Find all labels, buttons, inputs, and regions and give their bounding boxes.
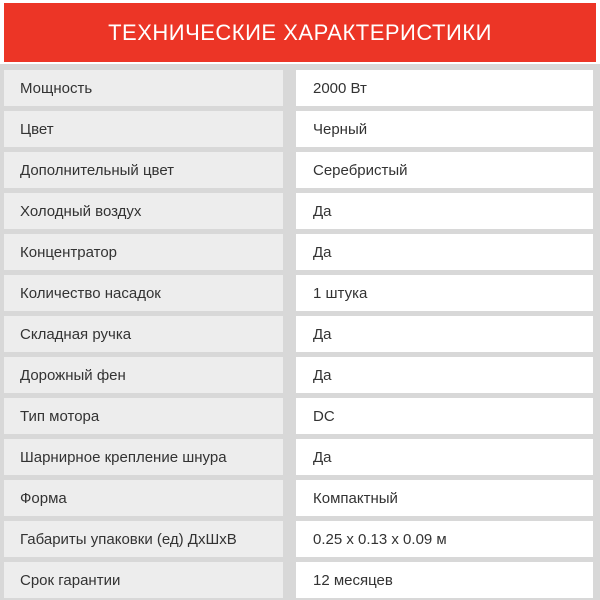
- column-gap: [283, 562, 296, 598]
- spec-value-cell: [296, 111, 593, 147]
- spec-label-cell: [4, 234, 283, 270]
- page-title: ТЕХНИЧЕСКИЕ ХАРАКТЕРИСТИКИ: [108, 19, 492, 45]
- table-row: [0, 521, 600, 557]
- spec-table: [0, 70, 600, 598]
- column-gap: [283, 234, 296, 270]
- column-gap: [283, 357, 296, 393]
- spec-label: Концентратор: [20, 243, 118, 261]
- spec-label-cell: [4, 152, 283, 188]
- column-gap: [283, 111, 296, 147]
- spec-value: Да: [313, 202, 332, 220]
- table-row: [0, 152, 600, 188]
- table-row: [0, 357, 600, 393]
- column-gap: [283, 70, 296, 106]
- spec-label: Форма: [20, 489, 67, 507]
- table-row: [0, 275, 600, 311]
- spec-value: Черный: [313, 120, 368, 138]
- title-banner: [4, 3, 596, 62]
- column-gap: [283, 398, 296, 434]
- spec-label-cell: [4, 70, 283, 106]
- column-gap: [283, 439, 296, 475]
- spec-label: Холодный воздух: [20, 202, 142, 220]
- spec-label-cell: [4, 316, 283, 352]
- spec-label-cell: [4, 521, 283, 557]
- spec-value-cell: [296, 316, 593, 352]
- table-row: [0, 316, 600, 352]
- spec-label-cell: [4, 357, 283, 393]
- table-row: [0, 439, 600, 475]
- column-gap: [283, 193, 296, 229]
- spec-label-cell: [4, 111, 283, 147]
- spec-value: Да: [313, 448, 332, 466]
- table-row: [0, 562, 600, 598]
- spec-value: Компактный: [313, 489, 398, 507]
- spec-value-cell: [296, 275, 593, 311]
- spec-label-cell: [4, 439, 283, 475]
- spec-value-cell: [296, 152, 593, 188]
- spec-label: Дополнительный цвет: [20, 161, 175, 179]
- spec-value: 1 штука: [313, 284, 368, 302]
- spec-value: Серебристый: [313, 161, 408, 179]
- spec-value-cell: [296, 439, 593, 475]
- column-gap: [283, 480, 296, 516]
- spec-label: Тип мотора: [20, 407, 100, 425]
- spec-label: Срок гарантии: [20, 571, 121, 589]
- table-row: [0, 70, 600, 106]
- spec-value: Да: [313, 366, 332, 384]
- column-gap: [283, 521, 296, 557]
- spec-label-cell: [4, 398, 283, 434]
- spec-label-cell: [4, 193, 283, 229]
- spec-value-cell: [296, 480, 593, 516]
- spec-value: 12 месяцев: [313, 571, 393, 589]
- spec-value-cell: [296, 357, 593, 393]
- column-gap: [283, 316, 296, 352]
- table-row: [0, 234, 600, 270]
- spec-label: Количество насадок: [20, 284, 161, 302]
- column-gap: [283, 152, 296, 188]
- spec-label: Дорожный фен: [20, 366, 126, 384]
- spec-value: DC: [313, 407, 335, 425]
- spec-label-cell: [4, 480, 283, 516]
- spec-label: Цвет: [20, 120, 54, 138]
- header: [0, 0, 600, 64]
- spec-value-cell: [296, 562, 593, 598]
- spec-value-cell: [296, 193, 593, 229]
- spec-label-cell: [4, 275, 283, 311]
- table-row: [0, 480, 600, 516]
- spec-value: Да: [313, 243, 332, 261]
- spec-label-cell: [4, 562, 283, 598]
- spec-label: Мощность: [20, 79, 93, 97]
- table-row: [0, 398, 600, 434]
- spec-label: Шарнирное крепление шнура: [20, 448, 227, 466]
- spec-value-cell: [296, 521, 593, 557]
- spec-label: Габариты упаковки (ед) ДхШхВ: [20, 530, 237, 548]
- table-row: [0, 193, 600, 229]
- spec-value: 0.25 x 0.13 x 0.09 м: [313, 530, 447, 548]
- table-row: [0, 111, 600, 147]
- spec-value-cell: [296, 70, 593, 106]
- spec-label: Складная ручка: [20, 325, 132, 343]
- spec-value: 2000 Вт: [313, 79, 367, 97]
- spec-value-cell: [296, 234, 593, 270]
- spec-value: Да: [313, 325, 332, 343]
- column-gap: [283, 275, 296, 311]
- spec-value-cell: [296, 398, 593, 434]
